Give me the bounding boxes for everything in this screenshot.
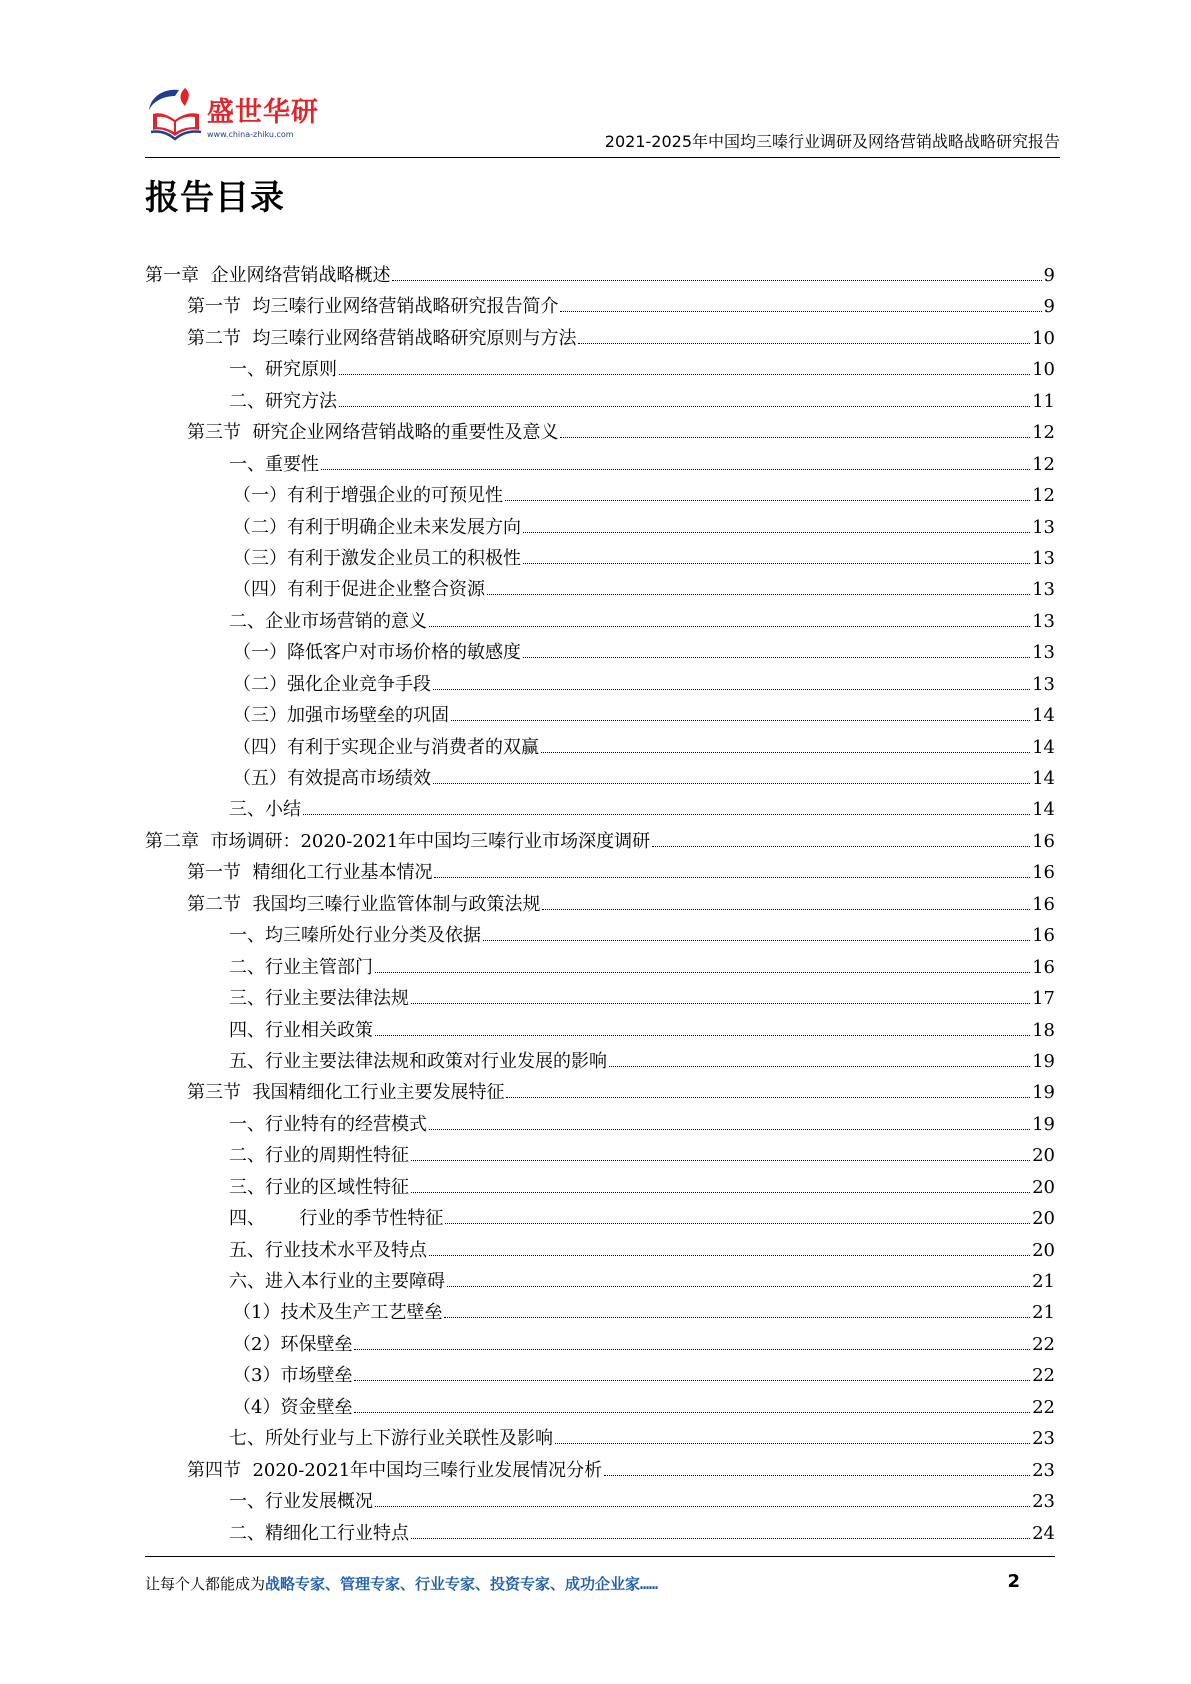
toc-entry-page: 23	[1032, 1459, 1055, 1481]
toc-entry[interactable]	[145, 291, 1055, 322]
toc-dot-leader	[339, 374, 1030, 375]
toc-entry[interactable]	[145, 1046, 1055, 1077]
toc-entry-label: 二、企业市场营销的意义	[229, 610, 427, 632]
toc-entry-label: 第二章 市场调研：2020-2021年中国均三嗪行业市场深度调研	[145, 830, 651, 852]
toc-entry-page: 16	[1032, 830, 1055, 852]
toc-entry-page: 14	[1032, 768, 1055, 789]
toc-dot-leader	[542, 909, 1030, 910]
toc-entry-label: 第二节 我国均三嗪行业监管体制与政策法规	[187, 893, 541, 915]
toc-entry-page: 13	[1032, 516, 1055, 538]
toc-dot-leader	[411, 1192, 1030, 1193]
toc-entry-label: 一、行业特有的经营模式	[229, 1113, 427, 1135]
toc-entry-label: （1）技术及生产工艺壁垒	[233, 1302, 443, 1324]
toc-entry-label: 三、行业的区域性特征	[229, 1176, 409, 1198]
toc-entry-label: 七、所处行业与上下游行业关联性及影响	[229, 1428, 553, 1450]
toc-entry-page: 16	[1032, 956, 1055, 978]
toc-dot-leader	[447, 1286, 1030, 1287]
toc-entry-page: 11	[1032, 390, 1055, 412]
page-number: 2	[1007, 1571, 1020, 1592]
toc-entry[interactable]	[145, 1423, 1055, 1454]
toc-dot-leader	[411, 1160, 1030, 1161]
toc-entry-page: 21	[1032, 1302, 1055, 1324]
logo-book-icon	[145, 84, 205, 142]
toc-entry[interactable]	[145, 1015, 1055, 1046]
toc-entry[interactable]	[145, 669, 1055, 700]
toc-entry-page: 10	[1032, 359, 1055, 381]
toc-entry[interactable]	[145, 637, 1055, 668]
toc-dot-leader	[560, 311, 1041, 312]
toc-entry-label: 二、行业的周期性特征	[229, 1145, 409, 1167]
toc-entry-label: （三）有利于激发企业员工的积极性	[233, 547, 521, 569]
toc-dot-leader	[487, 594, 1030, 595]
toc-dot-leader	[541, 752, 1030, 753]
toc-entry-label: 五、行业主要法律法规和政策对行业发展的影响	[229, 1050, 607, 1072]
footer-slogan-emphasis: 战略专家、管理专家、行业专家、投资专家、成功企业家……	[265, 1575, 659, 1593]
toc-entry[interactable]	[145, 417, 1055, 448]
toc-entry-label: 二、精细化工行业特点	[229, 1522, 409, 1544]
toc-entry[interactable]	[145, 1329, 1055, 1360]
logo-url: www.china-zhiku.com	[207, 130, 294, 139]
toc-entry-page: 22	[1032, 1396, 1055, 1418]
toc-entry[interactable]	[145, 700, 1055, 731]
toc-entry[interactable]	[145, 574, 1055, 605]
toc-dot-leader	[523, 532, 1030, 533]
toc-entry[interactable]	[145, 1455, 1055, 1486]
toc-entry[interactable]	[145, 449, 1055, 480]
toc-entry-page: 13	[1032, 673, 1055, 695]
toc-entry-page: 14	[1032, 736, 1055, 758]
toc-entry[interactable]	[145, 606, 1055, 637]
toc-entry[interactable]	[145, 512, 1055, 543]
toc-entry-page: 16	[1032, 925, 1055, 947]
toc-entry-label: 六、进入本行业的主要障碍	[229, 1271, 445, 1292]
page-header	[145, 78, 1060, 158]
toc-dot-leader	[429, 1255, 1030, 1256]
toc-entry-label: 一、行业发展概况	[229, 1491, 373, 1513]
toc-entry-label: 三、小结	[229, 799, 301, 821]
toc-dot-leader	[505, 500, 1030, 501]
toc-entry-page: 13	[1032, 610, 1055, 632]
table-of-contents	[145, 260, 1055, 1549]
toc-entry-label: （2）环保壁垒	[233, 1333, 353, 1355]
toc-dot-leader	[506, 1097, 1030, 1098]
toc-entry[interactable]	[145, 543, 1055, 574]
toc-dot-leader	[375, 972, 1030, 973]
toc-entry-label: （4）资金壁垒	[233, 1396, 353, 1418]
toc-entry-label: （一）降低客户对市场价格的敏感度	[233, 642, 521, 664]
toc-entry-page: 9	[1043, 265, 1055, 286]
toc-entry-label: 第三节 研究企业网络营销战略的重要性及意义	[187, 422, 559, 444]
logo-text: 盛世华研	[207, 97, 319, 128]
report-title: 2021-2025年中国均三嗪行业调研及网络营销战略战略研究报告	[604, 132, 1060, 151]
toc-entry-label: （三）加强市场壁垒的巩固	[233, 705, 449, 727]
toc-dot-leader	[560, 437, 1030, 438]
toc-entry-label: 第一节 精细化工行业基本情况	[187, 862, 433, 884]
toc-entry-page: 12	[1032, 422, 1055, 444]
toc-entry-page: 16	[1032, 862, 1055, 884]
toc-entry[interactable]	[145, 1360, 1055, 1391]
toc-entry[interactable]	[145, 1172, 1055, 1203]
toc-entry[interactable]	[145, 386, 1055, 417]
toc-dot-leader	[303, 814, 1030, 815]
toc-entry-label: 第三节 我国精细化工行业主要发展特征	[187, 1082, 505, 1104]
toc-entry[interactable]	[145, 260, 1055, 291]
toc-dot-leader	[445, 1223, 1030, 1224]
toc-entry-page: 13	[1032, 642, 1055, 664]
toc-entry-label: 四、 行业的季节性特征	[229, 1208, 444, 1230]
toc-dot-leader	[483, 940, 1030, 941]
toc-entry[interactable]	[145, 983, 1055, 1014]
toc-dot-leader	[444, 1317, 1030, 1318]
toc-entry[interactable]	[145, 763, 1055, 794]
toc-entry[interactable]	[145, 354, 1055, 385]
toc-entry[interactable]	[145, 732, 1055, 763]
toc-entry[interactable]	[145, 952, 1055, 983]
toc-entry-label: 一、均三嗪所处行业分类及依据	[229, 925, 481, 947]
toc-entry[interactable]	[145, 1203, 1055, 1234]
footer-divider	[145, 1556, 1055, 1557]
toc-entry-label: （二）强化企业竞争手段	[233, 673, 431, 695]
toc-entry-page: 18	[1032, 1019, 1055, 1041]
toc-entry-page: 13	[1032, 579, 1055, 601]
toc-dot-leader	[434, 877, 1030, 878]
toc-entry-page: 20	[1032, 1145, 1055, 1167]
toc-entry-label: 四、行业相关政策	[229, 1019, 373, 1041]
toc-dot-leader	[652, 846, 1030, 847]
toc-dot-leader	[339, 406, 1030, 407]
toc-entry-page: 20	[1032, 1239, 1055, 1261]
toc-entry[interactable]	[145, 920, 1055, 951]
toc-entry-page: 20	[1032, 1208, 1055, 1230]
page-footer	[145, 1573, 1020, 1599]
toc-entry-page: 21	[1032, 1271, 1055, 1292]
toc-entry[interactable]	[145, 889, 1055, 920]
toc-entry[interactable]	[145, 1140, 1055, 1171]
footer-slogan-prefix: 让每个人都能成为	[145, 1575, 266, 1593]
toc-entry-page: 14	[1032, 799, 1055, 821]
toc-entry[interactable]	[145, 1392, 1055, 1423]
toc-entry-page: 19	[1032, 1113, 1055, 1135]
toc-entry-page: 12	[1032, 485, 1055, 507]
toc-entry-page: 13	[1032, 547, 1055, 569]
toc-entry[interactable]	[145, 1297, 1055, 1328]
toc-entry-label: 一、研究原则	[229, 359, 337, 381]
toc-entry-label: 二、研究方法	[229, 390, 337, 412]
toc-entry[interactable]	[145, 1109, 1055, 1140]
toc-dot-leader	[433, 783, 1030, 784]
toc-entry[interactable]	[145, 323, 1055, 354]
toc-dot-leader	[451, 720, 1030, 721]
toc-dot-leader	[411, 1538, 1030, 1539]
toc-entry[interactable]	[145, 857, 1055, 888]
toc-entry[interactable]	[145, 1486, 1055, 1517]
toc-dot-leader	[523, 657, 1030, 658]
toc-entry-page: 14	[1032, 705, 1055, 727]
toc-entry-page: 22	[1032, 1365, 1055, 1387]
toc-dot-leader	[555, 1443, 1030, 1444]
toc-entry[interactable]	[145, 480, 1055, 511]
toc-entry-page: 23	[1032, 1491, 1055, 1513]
toc-dot-leader	[392, 280, 1041, 281]
toc-dot-leader	[604, 1475, 1030, 1476]
toc-entry-label: 二、行业主管部门	[229, 956, 373, 978]
toc-entry-label: 第二节 均三嗪行业网络营销战略研究原则与方法	[187, 327, 577, 349]
toc-entry-label: （五）有效提高市场绩效	[233, 768, 431, 789]
toc-entry-label: （二）有利于明确企业未来发展方向	[233, 516, 521, 538]
toc-dot-leader	[354, 1349, 1030, 1350]
toc-entry[interactable]	[145, 1518, 1055, 1549]
toc-entry[interactable]	[145, 1235, 1055, 1266]
toc-dot-leader	[433, 689, 1030, 690]
toc-entry-page: 19	[1032, 1050, 1055, 1072]
toc-dot-leader	[523, 563, 1030, 564]
toc-dot-leader	[375, 1506, 1030, 1507]
toc-dot-leader	[429, 1129, 1030, 1130]
toc-entry-label: （一）有利于增强企业的可预见性	[233, 485, 503, 507]
toc-entry[interactable]	[145, 826, 1055, 857]
toc-entry-page: 20	[1032, 1176, 1055, 1198]
toc-entry-page: 10	[1032, 327, 1055, 349]
toc-entry-page: 22	[1032, 1333, 1055, 1355]
toc-dot-leader	[609, 1066, 1030, 1067]
toc-entry-page: 17	[1032, 988, 1055, 1010]
toc-entry-page: 9	[1043, 296, 1055, 318]
toc-dot-leader	[429, 626, 1030, 627]
toc-entry-page: 16	[1032, 893, 1055, 915]
toc-entry[interactable]	[145, 1266, 1055, 1297]
toc-entry-label: 第一章 企业网络营销战略概述	[145, 265, 391, 286]
toc-entry-page: 12	[1032, 453, 1055, 475]
toc-entry-label: （3）市场壁垒	[233, 1365, 353, 1387]
toc-entry[interactable]	[145, 794, 1055, 825]
toc-entry-label: （四）有利于实现企业与消费者的双赢	[233, 736, 539, 758]
toc-dot-leader	[578, 343, 1030, 344]
toc-entry-label: 三、行业主要法律法规	[229, 988, 409, 1010]
page-title: 报告目录	[145, 178, 285, 218]
header-divider	[145, 157, 1060, 158]
toc-entry-label: 一、重要性	[229, 453, 319, 475]
company-logo	[145, 84, 319, 144]
toc-entry-label: 第一节 均三嗪行业网络营销战略研究报告简介	[187, 296, 559, 318]
toc-entry-label: 五、行业技术水平及特点	[229, 1239, 427, 1261]
toc-dot-leader	[411, 1003, 1030, 1004]
toc-entry[interactable]	[145, 1077, 1055, 1108]
toc-entry-page: 23	[1032, 1428, 1055, 1450]
toc-dot-leader	[354, 1412, 1030, 1413]
toc-entry-label: 第四节 2020-2021年中国均三嗪行业发展情况分析	[187, 1459, 603, 1481]
toc-dot-leader	[354, 1380, 1030, 1381]
toc-entry-page: 24	[1032, 1522, 1055, 1544]
toc-entry-page: 19	[1032, 1082, 1055, 1104]
toc-dot-leader	[321, 469, 1030, 470]
toc-entry-label: （四）有利于促进企业整合资源	[233, 579, 485, 601]
toc-dot-leader	[375, 1035, 1030, 1036]
